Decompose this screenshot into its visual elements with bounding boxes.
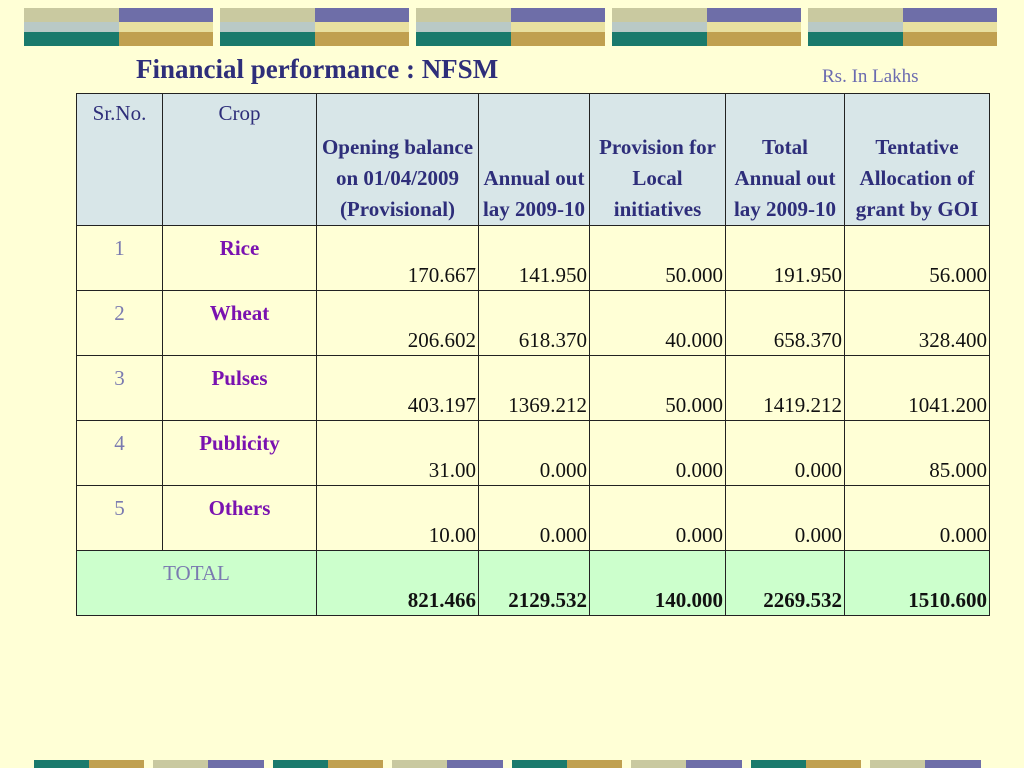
opening-cell: 170.667 bbox=[317, 226, 479, 291]
srno-cell: 1 bbox=[77, 226, 163, 291]
table-row bbox=[77, 421, 990, 486]
total-label: TOTAL bbox=[77, 551, 317, 616]
crop-cell: Others bbox=[163, 486, 317, 551]
allocation-cell: 56.000 bbox=[845, 226, 990, 291]
allocation-cell: 0.000 bbox=[845, 486, 990, 551]
total-cell: 191.950 bbox=[726, 226, 845, 291]
header-crop: Crop bbox=[163, 94, 317, 226]
header-provision-local: Provision for Local initiatives bbox=[590, 94, 726, 226]
provision-cell: 0.000 bbox=[590, 486, 726, 551]
opening-cell: 10.00 bbox=[317, 486, 479, 551]
srno-cell: 4 bbox=[77, 421, 163, 486]
annual-cell: 1369.212 bbox=[479, 356, 590, 421]
banner-block bbox=[612, 8, 801, 46]
total-annual-cell: 2129.532 bbox=[479, 551, 590, 616]
banner-block bbox=[220, 8, 409, 46]
total-provision-cell: 140.000 bbox=[590, 551, 726, 616]
allocation-cell: 328.400 bbox=[845, 291, 990, 356]
crop-cell: Wheat bbox=[163, 291, 317, 356]
banner-block bbox=[808, 8, 997, 46]
header-annual-outlay: Annual out lay 2009-10 bbox=[479, 94, 590, 226]
annual-cell: 0.000 bbox=[479, 421, 590, 486]
total-cell: 1419.212 bbox=[726, 356, 845, 421]
units-label: Rs. In Lakhs bbox=[822, 66, 919, 87]
opening-cell: 403.197 bbox=[317, 356, 479, 421]
top-decorative-banner bbox=[24, 8, 999, 46]
total-cell: 0.000 bbox=[726, 421, 845, 486]
banner-block bbox=[24, 8, 213, 46]
banner-block bbox=[416, 8, 605, 46]
annual-cell: 141.950 bbox=[479, 226, 590, 291]
table-row bbox=[77, 486, 990, 551]
page-title: Financial performance : NFSM bbox=[136, 54, 499, 84]
table-row bbox=[77, 291, 990, 356]
total-cell: 658.370 bbox=[726, 291, 845, 356]
header-opening-balance: Opening balance on 01/04/2009 (Provisional) bbox=[317, 94, 479, 226]
total-allocation-cell: 1510.600 bbox=[845, 551, 990, 616]
annual-cell: 618.370 bbox=[479, 291, 590, 356]
total-total-cell: 2269.532 bbox=[726, 551, 845, 616]
bottom-decorative-banner bbox=[34, 760, 984, 768]
provision-cell: 50.000 bbox=[590, 356, 726, 421]
srno-cell: 3 bbox=[77, 356, 163, 421]
total-row bbox=[77, 551, 990, 616]
financial-table bbox=[76, 93, 990, 616]
annual-cell: 0.000 bbox=[479, 486, 590, 551]
srno-cell: 5 bbox=[77, 486, 163, 551]
crop-cell: Pulses bbox=[163, 356, 317, 421]
header-row bbox=[77, 94, 990, 226]
total-cell: 0.000 bbox=[726, 486, 845, 551]
crop-cell: Rice bbox=[163, 226, 317, 291]
srno-cell: 2 bbox=[77, 291, 163, 356]
table-row bbox=[77, 356, 990, 421]
table-row bbox=[77, 226, 990, 291]
header-srno: Sr.No. bbox=[77, 94, 163, 226]
provision-cell: 50.000 bbox=[590, 226, 726, 291]
total-opening-cell: 821.466 bbox=[317, 551, 479, 616]
header-tentative-allocation: Tentative Allocation of grant by GOI bbox=[845, 94, 990, 226]
opening-cell: 31.00 bbox=[317, 421, 479, 486]
crop-cell: Publicity bbox=[163, 421, 317, 486]
allocation-cell: 1041.200 bbox=[845, 356, 990, 421]
opening-cell: 206.602 bbox=[317, 291, 479, 356]
provision-cell: 40.000 bbox=[590, 291, 726, 356]
provision-cell: 0.000 bbox=[590, 421, 726, 486]
header-total-annual-outlay: Total Annual out lay 2009-10 bbox=[726, 94, 845, 226]
allocation-cell: 85.000 bbox=[845, 421, 990, 486]
